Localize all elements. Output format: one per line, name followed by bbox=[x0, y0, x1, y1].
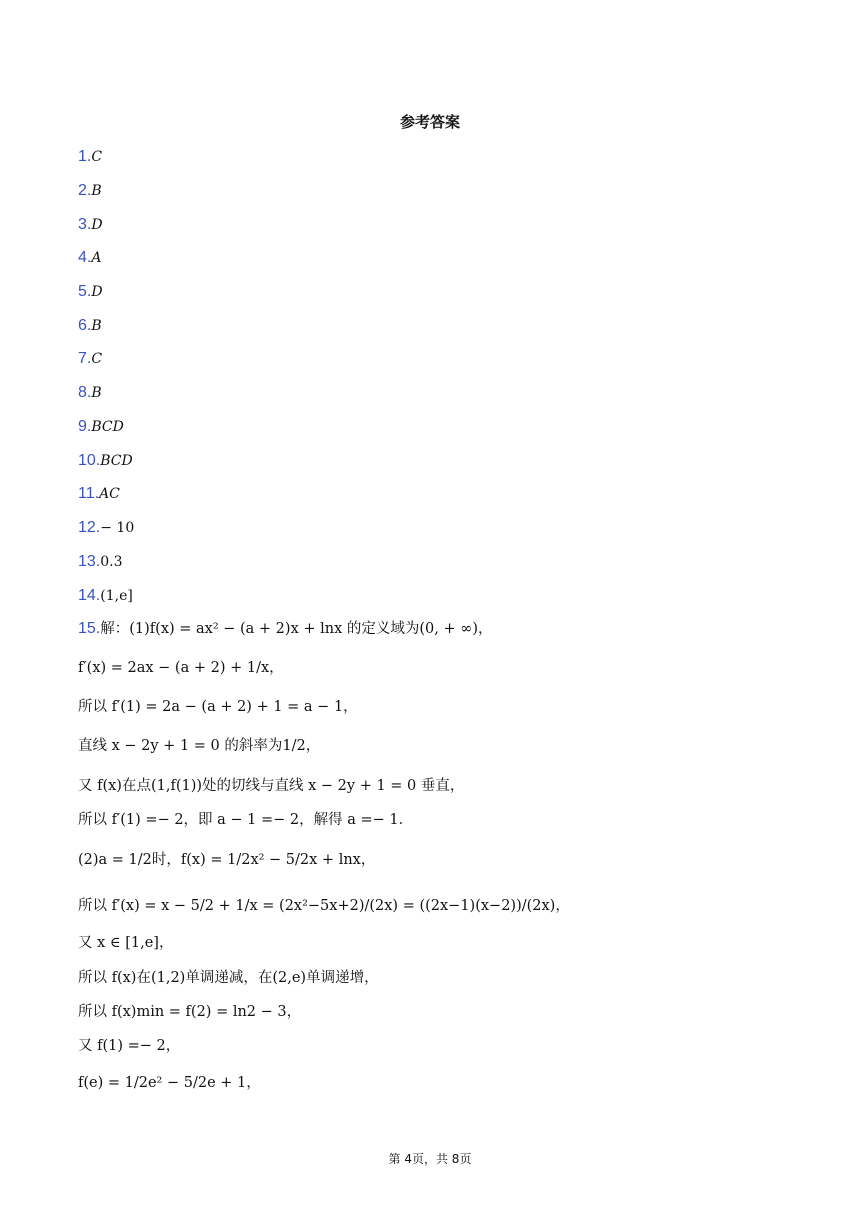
answer-value: D bbox=[91, 284, 103, 300]
solution-line: 所以 f′(1) =− 2，即 a − 1 =− 2，解得 a =− 1． bbox=[78, 812, 414, 828]
solution-number: 15. bbox=[78, 620, 101, 637]
answer-number: 10. bbox=[78, 452, 101, 469]
answer-item bbox=[78, 585, 133, 606]
solution-line: 所以 f′(1) = 2a − (a + 2) + 1 = a − 1， bbox=[78, 699, 358, 715]
page-title: 参考答案 bbox=[399, 113, 460, 131]
answer-number: 2. bbox=[78, 182, 92, 199]
answer-value: C bbox=[91, 149, 103, 165]
answer-item bbox=[78, 247, 101, 268]
answer-item bbox=[78, 281, 103, 302]
answer-number: 14. bbox=[78, 587, 101, 604]
answer-value: A bbox=[91, 250, 102, 266]
answer-number: 5. bbox=[78, 283, 92, 300]
solution-line bbox=[78, 618, 492, 640]
answer-value: B bbox=[91, 385, 102, 401]
answer-item bbox=[78, 517, 134, 538]
answer-item bbox=[78, 450, 133, 471]
solution-line: 直线 x − 2y + 1 = 0 的斜率为1/2， bbox=[78, 738, 321, 754]
answer-item bbox=[78, 146, 102, 167]
answer-value: B bbox=[91, 183, 102, 199]
answer-value: (1,e] bbox=[100, 588, 133, 604]
solution-line-text: 解：(1)f(x) = ax² − (a + 2)x + lnx 的定义域为(0, + ∞)， bbox=[100, 621, 493, 637]
answer-number: 1. bbox=[78, 148, 92, 165]
solution-line: f′(x) = 2ax − (a + 2) + 1/x， bbox=[78, 660, 284, 676]
answer-value: D bbox=[91, 217, 103, 233]
answer-item bbox=[78, 382, 102, 403]
answer-value: − 10 bbox=[100, 520, 135, 536]
solution-line: 又 x ∈ [1,e]， bbox=[78, 935, 174, 951]
answer-item bbox=[78, 348, 102, 369]
solution-line: (2)a = 1/2时，f(x) = 1/2x² − 5/2x + lnx， bbox=[78, 852, 376, 868]
answer-item bbox=[78, 180, 102, 201]
solution-line: 所以 f(x)在(1,2)单调递减，在(2,e)单调递增， bbox=[78, 970, 379, 986]
answer-item bbox=[78, 416, 124, 437]
answer-number: 13. bbox=[78, 553, 101, 570]
answer-number: 11. bbox=[78, 485, 100, 502]
answer-value: AC bbox=[99, 486, 120, 502]
solution-line: 所以 f′(x) = x − 5/2 + 1/x = (2x²−5x+2)/(2x) = ((2x−1)(x−2))/(2x)， bbox=[78, 898, 570, 914]
answer-number: 8. bbox=[78, 384, 92, 401]
solution-line: f(e) = 1/2e² − 5/2e + 1， bbox=[78, 1075, 261, 1091]
answer-value: 0.3 bbox=[100, 554, 123, 570]
answer-number: 7. bbox=[78, 350, 92, 367]
answer-number: 9. bbox=[78, 418, 92, 435]
answer-value: C bbox=[91, 351, 103, 367]
answer-item bbox=[78, 214, 103, 235]
answer-value: BCD bbox=[100, 453, 133, 469]
solution-line: 所以 f(x)min = f(2) = ln2 − 3， bbox=[78, 1004, 302, 1020]
answer-number: 3. bbox=[78, 216, 92, 233]
answer-value: BCD bbox=[91, 419, 124, 435]
solution-line: 又 f(x)在点(1,f(1))处的切线与直线 x − 2y + 1 = 0 垂直， bbox=[78, 778, 465, 794]
answer-item bbox=[78, 551, 123, 572]
page-footer: 第 4页，共 8页 bbox=[388, 1152, 472, 1166]
answer-item bbox=[78, 483, 120, 504]
answer-value: B bbox=[91, 318, 102, 334]
answer-number: 4. bbox=[78, 249, 92, 266]
answer-item bbox=[78, 315, 102, 336]
answer-number: 6. bbox=[78, 317, 92, 334]
answer-number: 12. bbox=[78, 519, 101, 536]
solution-line: 又 f(1) =− 2， bbox=[78, 1038, 181, 1054]
